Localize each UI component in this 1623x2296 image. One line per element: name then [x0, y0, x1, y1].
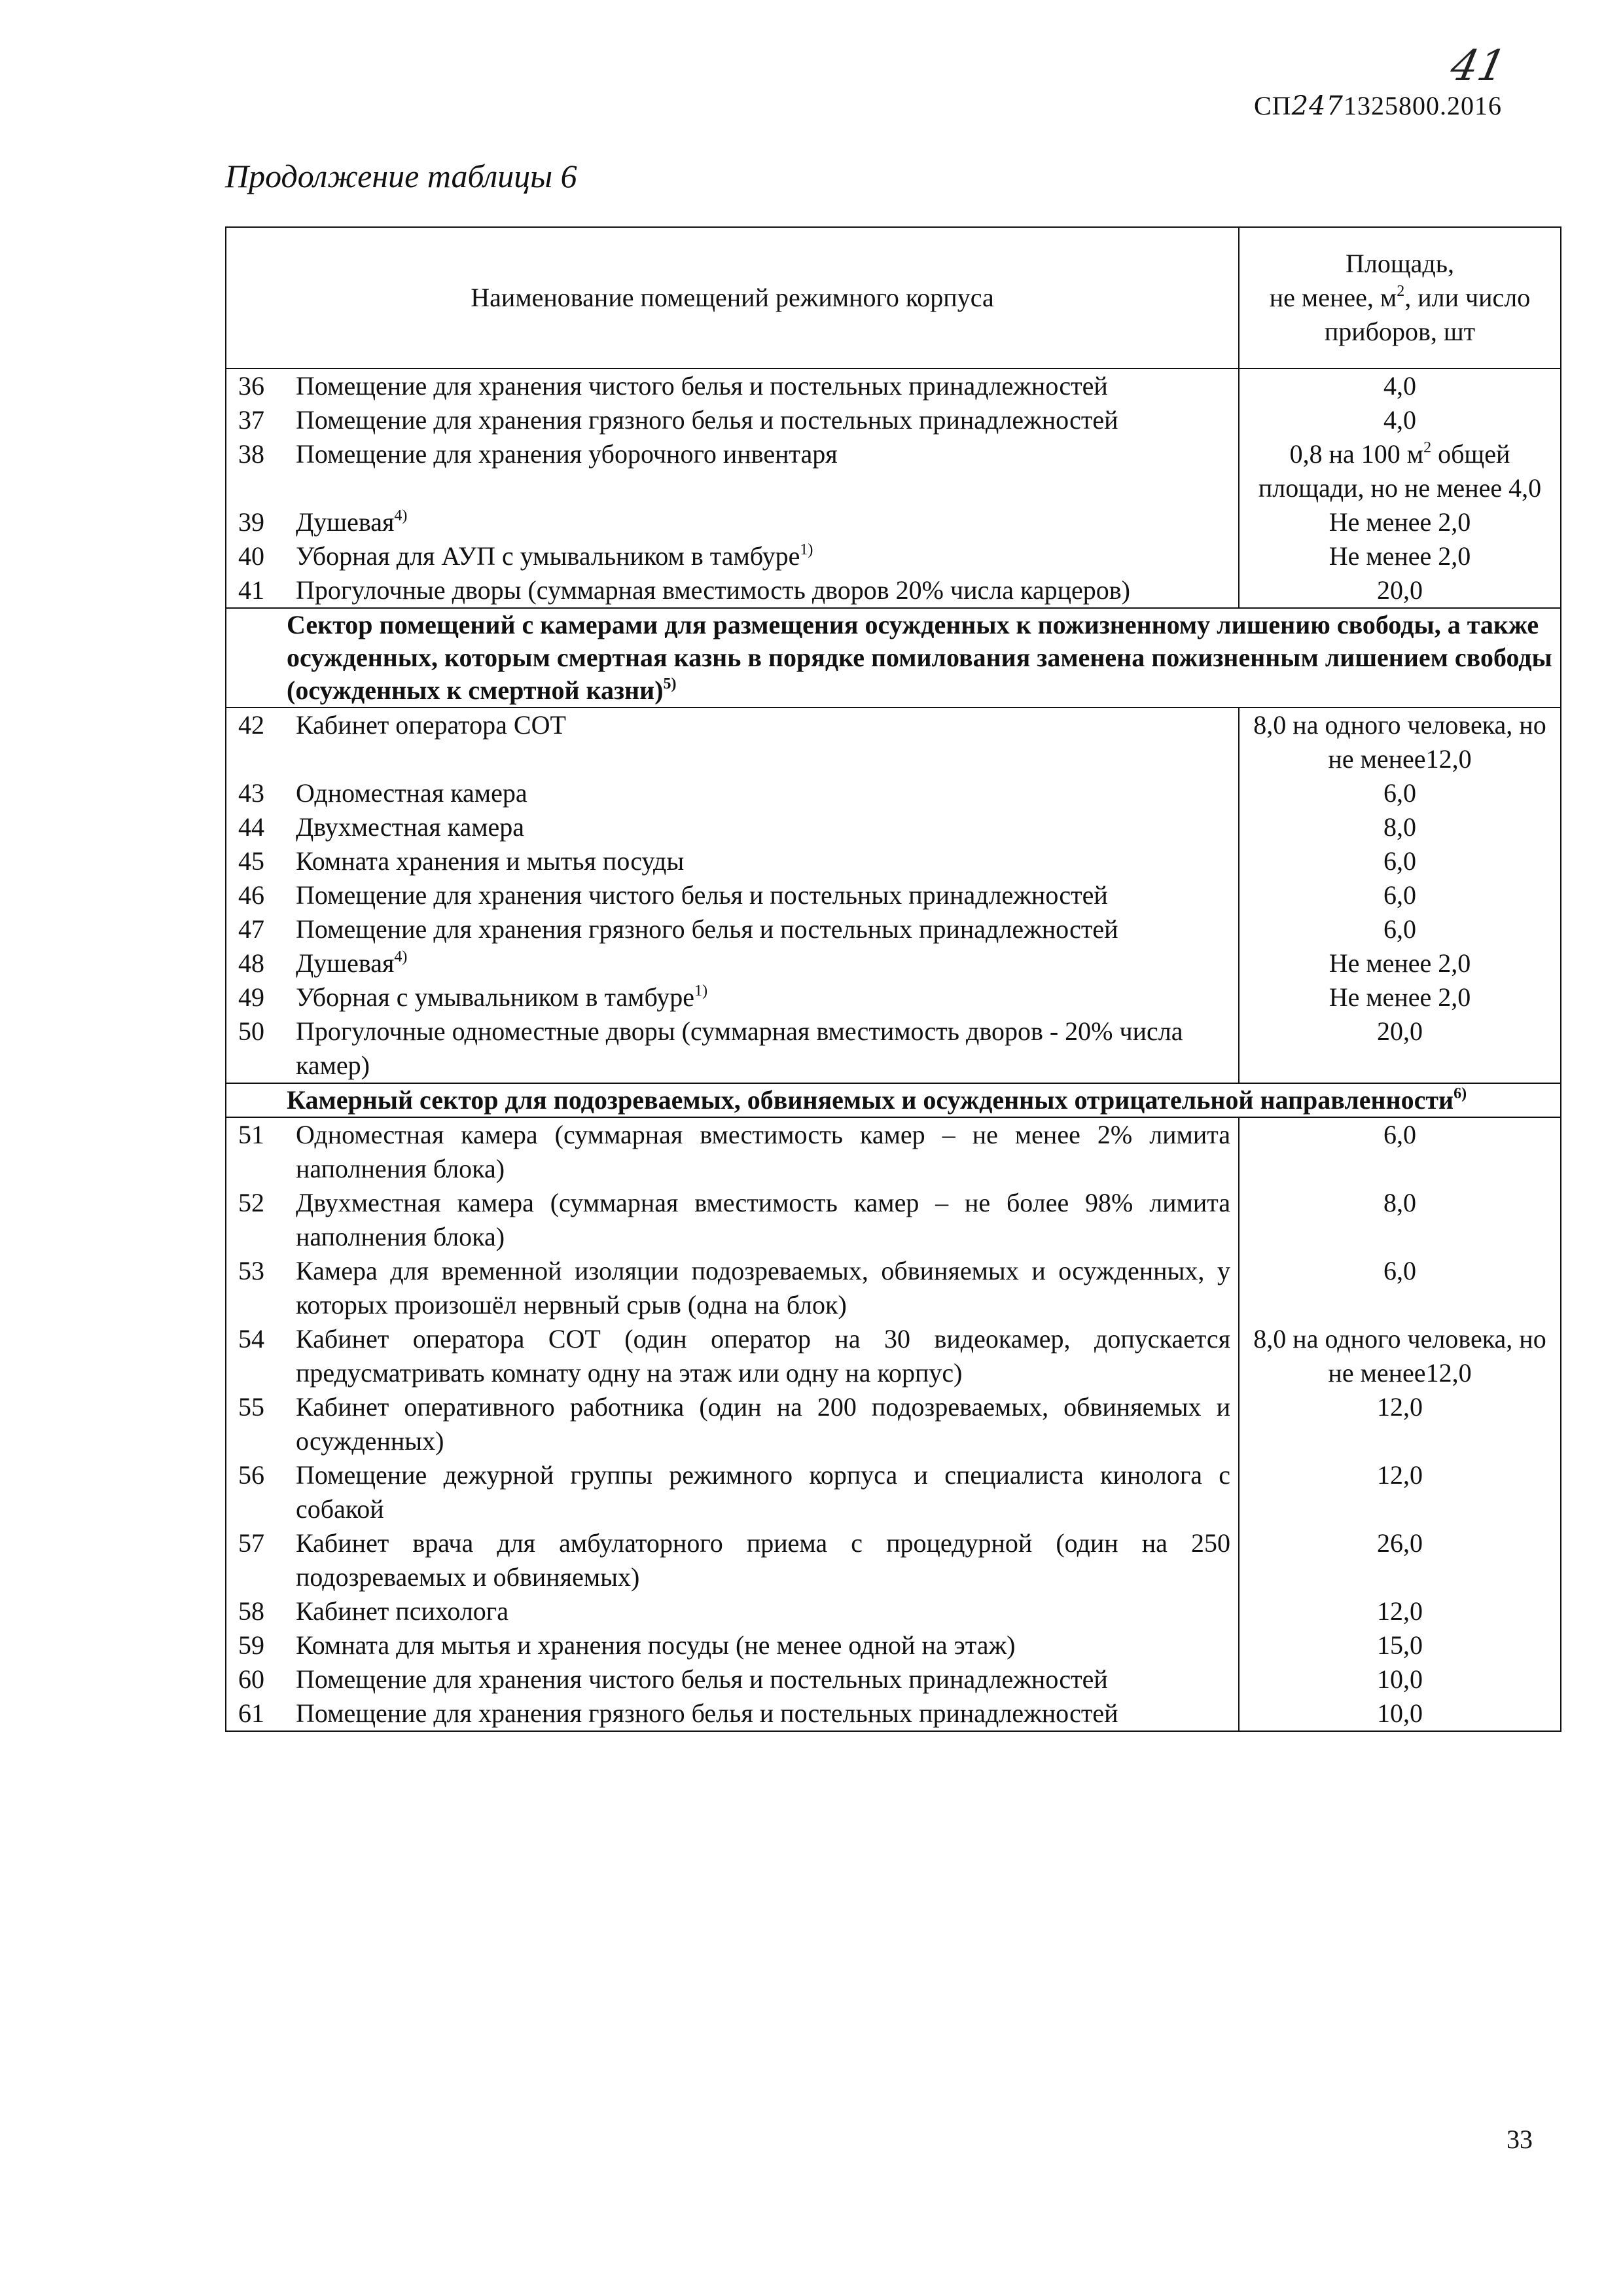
- row-number: 60: [238, 1664, 264, 1694]
- area-value: 20,0: [1239, 1014, 1561, 1083]
- table-row: [226, 776, 1561, 810]
- area-value: Не менее 2,0: [1239, 539, 1561, 573]
- section-header-life-sentence: [226, 608, 1561, 708]
- premise-name: Помещение дежурной группы режимного корпуса и специалиста кинолога с собакой: [296, 1460, 1230, 1524]
- premise-name-cell: [226, 539, 1239, 573]
- table-row: [226, 1014, 1561, 1083]
- premise-name-cell: [226, 946, 1239, 980]
- document-code-suffix: 1325800.2016: [1343, 91, 1502, 120]
- table-row: [226, 1458, 1561, 1526]
- premise-name: Прогулочные одноместные дворы (суммарная вместимость дворов - 20% числа камер): [296, 1016, 1183, 1080]
- document-code-handwritten: 247: [1291, 91, 1344, 121]
- table-row: [226, 946, 1561, 980]
- premise-name-cell: [226, 437, 1239, 505]
- area-value: 6,0: [1239, 776, 1561, 810]
- premise-name: Душевая$^{4)}$: [296, 507, 408, 537]
- column-header-area: Площадь, не менее, $м^2$, или число приборов, шт: [1239, 227, 1561, 368]
- premise-name: Кабинет оперативного работника (один на 200 подозреваемых, обвиняемых и осужденных): [296, 1392, 1230, 1456]
- table-row: [226, 1254, 1561, 1322]
- area-value: 8,0: [1239, 810, 1561, 844]
- footnote-ref: 1): [694, 982, 708, 999]
- area-value: 15,0: [1239, 1628, 1561, 1662]
- premise-name: Помещение для хранения грязного белья и постельных принадлежностей: [296, 405, 1118, 435]
- table-body: [226, 368, 1561, 1731]
- premise-name-cell: [226, 1696, 1239, 1731]
- table-row: [226, 1526, 1561, 1594]
- area-value: 4,0: [1239, 403, 1561, 437]
- area-value: 0,8 на 100 $м^2$ общей площади, но не менее 4,0: [1239, 437, 1561, 505]
- area-value: 12,0: [1239, 1458, 1561, 1526]
- premise-name: Одноместная камера (суммарная вместимость камер – не менее 2% лимита наполнения блока): [296, 1120, 1230, 1183]
- premise-name: Помещение для хранения грязного белья и постельных принадлежностей: [296, 914, 1118, 944]
- area-value: 12,0: [1239, 1594, 1561, 1628]
- premise-name: Помещение для хранения грязного белья и постельных принадлежностей: [296, 1698, 1118, 1728]
- row-number: 54: [238, 1324, 264, 1354]
- premise-name: Комната хранения и мытья посуды: [296, 846, 685, 876]
- premise-name-cell: [226, 403, 1239, 437]
- premise-name-cell: [226, 1628, 1239, 1662]
- table-row: [226, 810, 1561, 844]
- row-number: 40: [238, 541, 264, 571]
- table-row: [226, 1594, 1561, 1628]
- column-header-name: Наименование помещений режимного корпуса: [226, 227, 1239, 368]
- section-header-negative-orientation: [226, 1083, 1561, 1117]
- premise-name-cell: [226, 708, 1239, 776]
- footnote-ref: 5): [663, 675, 677, 692]
- table-row: [226, 1322, 1561, 1390]
- premise-name-cell: [226, 1186, 1239, 1254]
- table-row: [226, 980, 1561, 1014]
- row-number: 37: [238, 405, 264, 435]
- table-header-row: [226, 227, 1561, 368]
- premise-name-cell: [226, 368, 1239, 403]
- premise-name-cell: [226, 810, 1239, 844]
- row-number: 46: [238, 880, 264, 910]
- area-value: 6,0: [1239, 844, 1561, 878]
- area-value: 6,0: [1239, 1254, 1561, 1322]
- premise-name-cell: [226, 844, 1239, 878]
- premise-name: Уборная для АУП с умывальником в тамбуре$^{1)}$: [296, 541, 813, 571]
- row-number: 51: [238, 1120, 264, 1149]
- row-number: 52: [238, 1188, 264, 1217]
- table-row: [226, 1696, 1561, 1731]
- area-value: 4,0: [1239, 368, 1561, 403]
- premise-name-cell: [226, 1322, 1239, 1390]
- premise-name-cell: [226, 912, 1239, 946]
- row-number: 42: [238, 710, 264, 740]
- row-number: 56: [238, 1460, 264, 1490]
- row-number: 41: [238, 575, 264, 605]
- table-row: [226, 1628, 1561, 1662]
- premise-name-cell: [226, 1594, 1239, 1628]
- row-number: 61: [238, 1698, 264, 1728]
- premise-name: Двухместная камера: [296, 812, 525, 842]
- area-value: 6,0: [1239, 912, 1561, 946]
- premise-name-cell: [226, 776, 1239, 810]
- premise-name: Прогулочные дворы (суммарная вместимость дворов 20% числа карцеров): [296, 575, 1130, 605]
- table-row: [226, 708, 1561, 776]
- table-row: [226, 844, 1561, 878]
- premises-table: [225, 226, 1561, 1732]
- premise-name: Кабинет психолога: [296, 1596, 508, 1626]
- premise-name: Помещение для хранения чистого белья и постельных принадлежностей: [296, 880, 1108, 910]
- table-row: [226, 539, 1561, 573]
- premise-name: Помещение для хранения уборочного инвентаря: [296, 439, 838, 469]
- area-value: 8,0 на одного человека, но не менее12,0: [1239, 708, 1561, 776]
- premise-name-cell: [226, 1662, 1239, 1696]
- premise-name: Камера для временной изоляции подозреваемых, обвиняемых и осужденных, у которых произошёл нервный срыв (одна на блок): [296, 1256, 1230, 1319]
- row-number: 48: [238, 948, 264, 978]
- premise-name-cell: [226, 573, 1239, 608]
- premise-name: Помещение для хранения чистого белья и постельных принадлежностей: [296, 371, 1108, 401]
- table-row: [226, 912, 1561, 946]
- table-row: [226, 878, 1561, 912]
- area-value: 6,0: [1239, 1117, 1561, 1186]
- row-number: 57: [238, 1528, 264, 1558]
- area-value: 8,0 на одного человека, но не менее12,0: [1239, 1322, 1561, 1390]
- document-code: [1254, 90, 1502, 121]
- area-value: Не менее 2,0: [1239, 946, 1561, 980]
- area-value: Не менее 2,0: [1239, 505, 1561, 539]
- row-number: 44: [238, 812, 264, 842]
- document-code-prefix: СП: [1254, 91, 1292, 120]
- premise-name: Кабинет врача для амбулаторного приема с процедурной (один на 250 подозреваемых и обвиняемых): [296, 1528, 1230, 1592]
- row-number: 59: [238, 1630, 264, 1660]
- row-number: 58: [238, 1596, 264, 1626]
- premise-name-cell: [226, 980, 1239, 1014]
- premise-name: Одноместная камера: [296, 778, 527, 808]
- premise-name-cell: [226, 1390, 1239, 1458]
- row-number: 36: [238, 371, 264, 401]
- premise-name-cell: [226, 1014, 1239, 1083]
- row-number: 47: [238, 914, 264, 944]
- footnote-ref: 1): [800, 541, 813, 558]
- premise-name-cell: [226, 1458, 1239, 1526]
- footnote-ref: 4): [394, 507, 408, 524]
- table-row: [226, 403, 1561, 437]
- section-header-life-sentence-title: Сектор помещений с камерами для размещения осужденных к пожизненному лишению свободы, а также осужденных, которым смертная казнь в порядке помилования заменена пожизненным лишением свободы (осужденных к смертной казни)$^{5)}$: [226, 608, 1561, 708]
- table-row: [226, 573, 1561, 608]
- row-number: 55: [238, 1392, 264, 1422]
- row-number: 45: [238, 846, 264, 876]
- premise-name: Помещение для хранения чистого белья и постельных принадлежностей: [296, 1664, 1108, 1694]
- premise-name-cell: [226, 505, 1239, 539]
- handwritten-page-number: 41: [1446, 42, 1510, 90]
- area-value: 6,0: [1239, 878, 1561, 912]
- area-value: 20,0: [1239, 573, 1561, 608]
- area-value: 8,0: [1239, 1186, 1561, 1254]
- row-number: 39: [238, 507, 264, 537]
- premise-name-cell: [226, 1117, 1239, 1186]
- footnote-ref: 6): [1454, 1085, 1467, 1102]
- premise-name-cell: [226, 1526, 1239, 1594]
- premise-name-cell: [226, 878, 1239, 912]
- premise-name: Кабинет оператора СОТ: [296, 710, 566, 740]
- continuation-title: Продолжение таблицы 6: [225, 158, 577, 194]
- table-row: [226, 1390, 1561, 1458]
- area-value: 26,0: [1239, 1526, 1561, 1594]
- area-value: Не менее 2,0: [1239, 980, 1561, 1014]
- page-number: 33: [1507, 2125, 1533, 2154]
- table-row: [226, 505, 1561, 539]
- row-number: 38: [238, 439, 264, 469]
- row-number: 49: [238, 982, 264, 1012]
- row-number: 43: [238, 778, 264, 808]
- area-value: 10,0: [1239, 1662, 1561, 1696]
- table-row: [226, 368, 1561, 403]
- table-row: [226, 1117, 1561, 1186]
- premise-name-cell: [226, 1254, 1239, 1322]
- row-number: 53: [238, 1256, 264, 1285]
- footnote-ref: 4): [394, 948, 408, 965]
- premise-name: Двухместная камера (суммарная вместимость камер – не более 98% лимита наполнения блока): [296, 1188, 1230, 1251]
- area-value: 12,0: [1239, 1390, 1561, 1458]
- table-row: [226, 1662, 1561, 1696]
- premise-name: Комната для мытья и хранения посуды (не менее одной на этаж): [296, 1630, 1016, 1660]
- table-row: [226, 437, 1561, 505]
- section-header-negative-orientation-title: Камерный сектор для подозреваемых, обвиняемых и осужденных отрицательной направленности$^{6)}$: [226, 1083, 1561, 1117]
- table-row: [226, 1186, 1561, 1254]
- premise-name: Кабинет оператора СОТ (один оператор на 30 видеокамер, допускается предусматривать комнату одну на этаж или одну на корпус): [296, 1324, 1230, 1388]
- premise-name: Уборная с умывальником в тамбуре$^{1)}$: [296, 982, 708, 1012]
- row-number: 50: [238, 1016, 264, 1046]
- premise-name: Душевая$^{4)}$: [296, 948, 408, 978]
- area-value: 10,0: [1239, 1696, 1561, 1731]
